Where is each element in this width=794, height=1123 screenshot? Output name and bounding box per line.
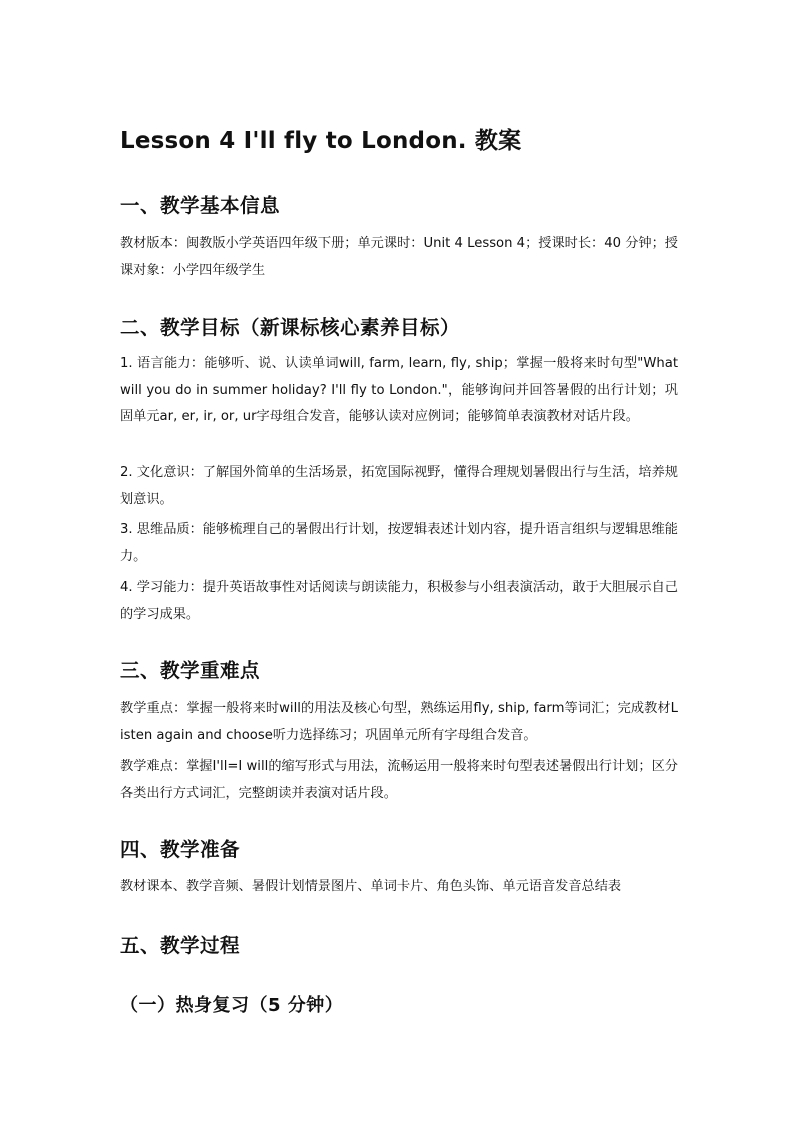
section-heading-process: 五、教学过程 [120,934,241,957]
preparation-text: 教材课本、教学音频、暑假计划情景图片、单词卡片、角色头饰、单元语音发音总结表 [120,879,622,894]
objective-item-thinking: 3. 思维品质：能够梳理自己的暑假出行计划，按逻辑表述计划内容，提升语言组织与逻辑思维能力。 [120,522,678,564]
key-difficulty-text: 教学难点：掌握I'll=I will的缩写形式与用法，流畅运用一般将来时句型表述暑假出行计划；区分各类出行方式词汇，完整朗读并表演对话片段。 [120,759,678,801]
key-focus-text: 教学重点：掌握一般将来时will的用法及核心句型，熟练运用fly, ship, farm等词汇；完成教材Listen again and choose听力选择练习；巩固单元所有字母组合发音。 [120,701,678,743]
process-subheading-warmup: （一）热身复习（5 分钟） [120,995,344,1016]
section-heading-key-points: 三、教学重难点 [120,659,261,682]
objective-item-learning: 4. 学习能力：提升英语故事性对话阅读与朗读能力，积极参与小组表演活动，敢于大胆展示自己的学习成果。 [120,580,678,622]
objective-item-culture: 2. 文化意识：了解国外简单的生活场景，拓宽国际视野，懂得合理规划暑假出行与生活，培养规划意识。 [120,465,678,507]
document-title: Lesson 4 I'll fly to London. 教案 [120,128,522,154]
section-heading-preparation: 四、教学准备 [120,838,241,861]
basic-info-text: 教材版本：闽教版小学英语四年级下册；单元课时：Unit 4 Lesson 4；授课时长：40 分钟；授课对象：小学四年级学生 [120,236,678,278]
objective-item-language: 1. 语言能力：能够听、说、认读单词will, farm, learn, fly, ship；掌握一般将来时句型"What will you do in summer holiday? I'll fly to London."，能够询问并回答暑假的出行计划；巩固单元ar, er, ir, or, ur字母组合发音，能够认读对应例词；能够简单表演教材对话片段。 [120,356,678,424]
section-heading-objectives: 二、教学目标（新课标核心素养目标） [120,316,461,339]
section-heading-basic-info: 一、教学基本信息 [120,194,281,217]
